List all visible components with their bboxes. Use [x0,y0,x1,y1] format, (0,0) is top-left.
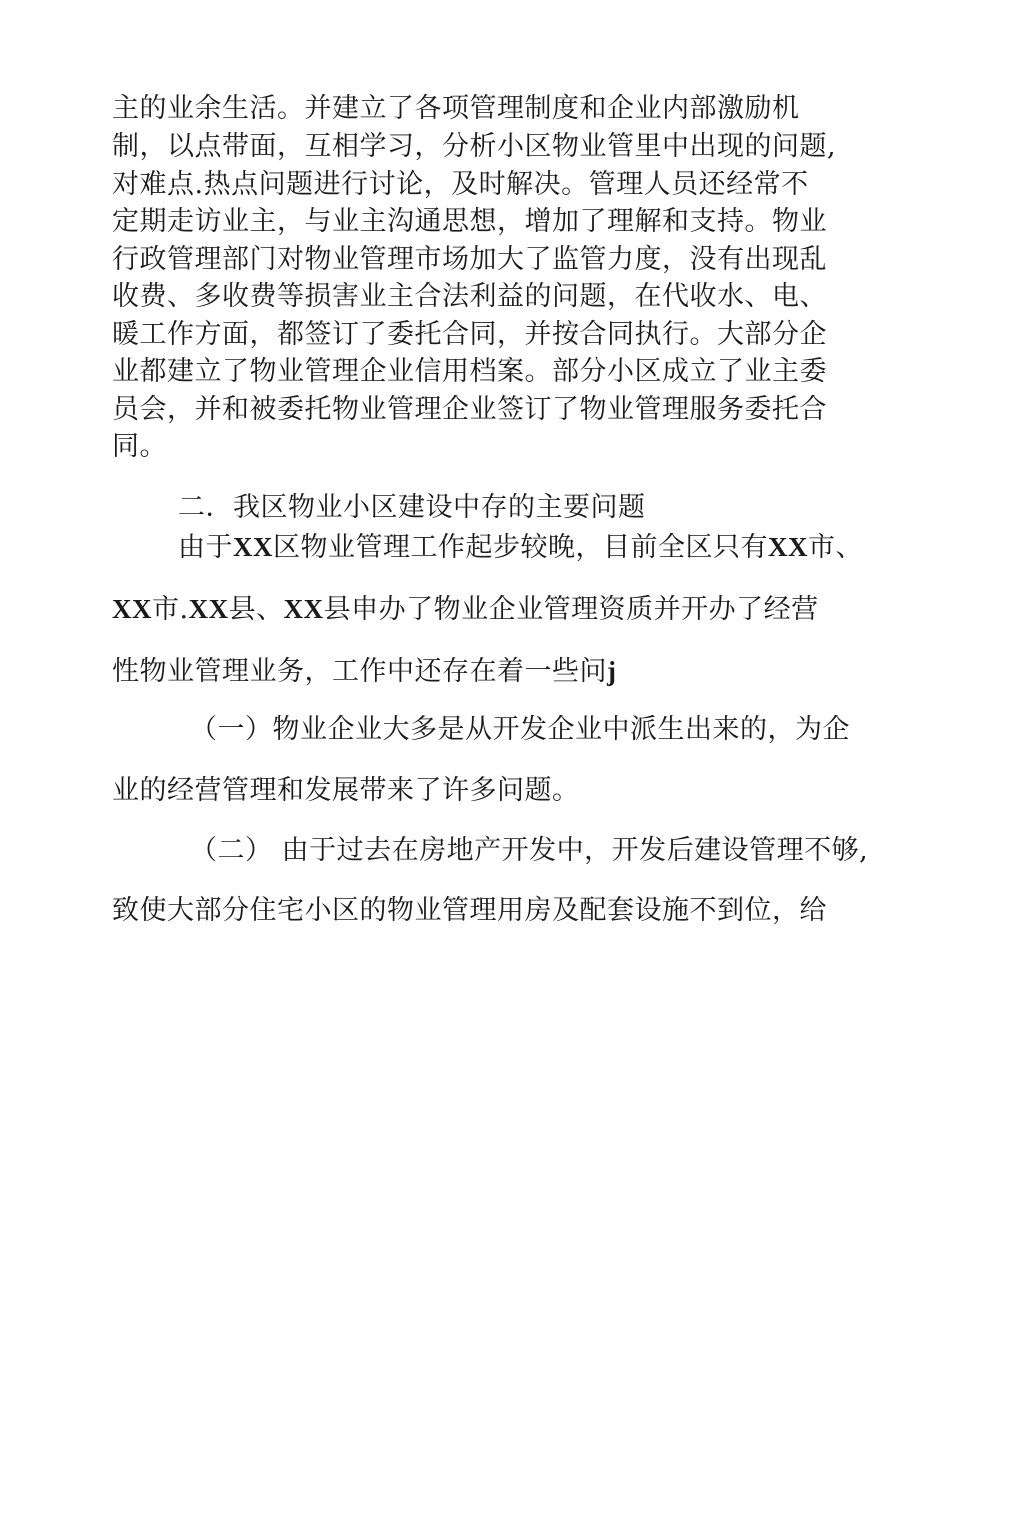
placeholder-xx: XX [233,532,273,562]
section-heading: 二．我区物业小区建设中存的主要问题 [178,492,646,523]
paragraph-line: 同。 [112,431,167,462]
paragraph-line: 行政管理部门对物业管理市场加大了监管力度，没有出现乱 [112,244,827,275]
paragraph-line: 员会，并和被委托物业管理企业签订了物业管理服务委托合 [112,394,827,425]
list-item-1-line-2: 业的经营管理和发展带来了许多问题。 [112,775,580,806]
placeholder-xx: XX [283,594,324,624]
intro-text: 县、 [228,594,284,625]
list-item-2-line-1: （二） 由于过去在房地产开发中，开发后建设管理不够, [190,835,869,866]
list-item-2-line-2: 致使大部分住宅小区的物业管理用房及配套设施不到位，给 [112,895,827,926]
placeholder-xx: XX [188,594,229,624]
truncated-char: j [607,656,617,686]
paragraph-line: 对难点.热点问题进行讨论，及时解决。管理人员还经常不 [112,169,809,200]
intro-line-1 [178,530,863,565]
intro-line-2 [112,592,819,627]
placeholder-xx: XX [112,594,152,624]
intro-line-3 [112,654,617,689]
intro-text: 区物业管理工作起步较晚，目前全区只有 [273,532,768,563]
intro-text: 市、 [808,532,863,563]
paragraph-line: 业都建立了物业管理企业信用档案。部分小区成立了业主委 [112,356,827,387]
intro-text: 由于 [178,532,233,563]
paragraph-line: 制，以点带面，互相学习，分析小区物业管里中出现的问题, [112,131,837,162]
intro-text: 性物业管理业务，工作中还存在着一些问 [112,656,607,687]
intro-text: 县申办了物业企业管理资质并开办了经营 [323,594,819,625]
list-item-1-line-1: （一）物业企业大多是从开发企业中派生出来的，为企 [190,714,850,745]
paragraph-line: 收费、多收费等损害业主合法利益的问题，在代收水、电、 [112,281,827,312]
placeholder-xx: XX [768,532,808,562]
intro-text: 市. [152,594,189,625]
paragraph-line: 主的业余生活。并建立了各项管理制度和企业内部激励机 [112,93,800,124]
paragraph-line: 暖工作方面，都签订了委托合同，并按合同执行。大部分企 [112,319,827,350]
paragraph-line: 定期走访业主，与业主沟通思想，增加了理解和支持。物业 [112,206,827,237]
